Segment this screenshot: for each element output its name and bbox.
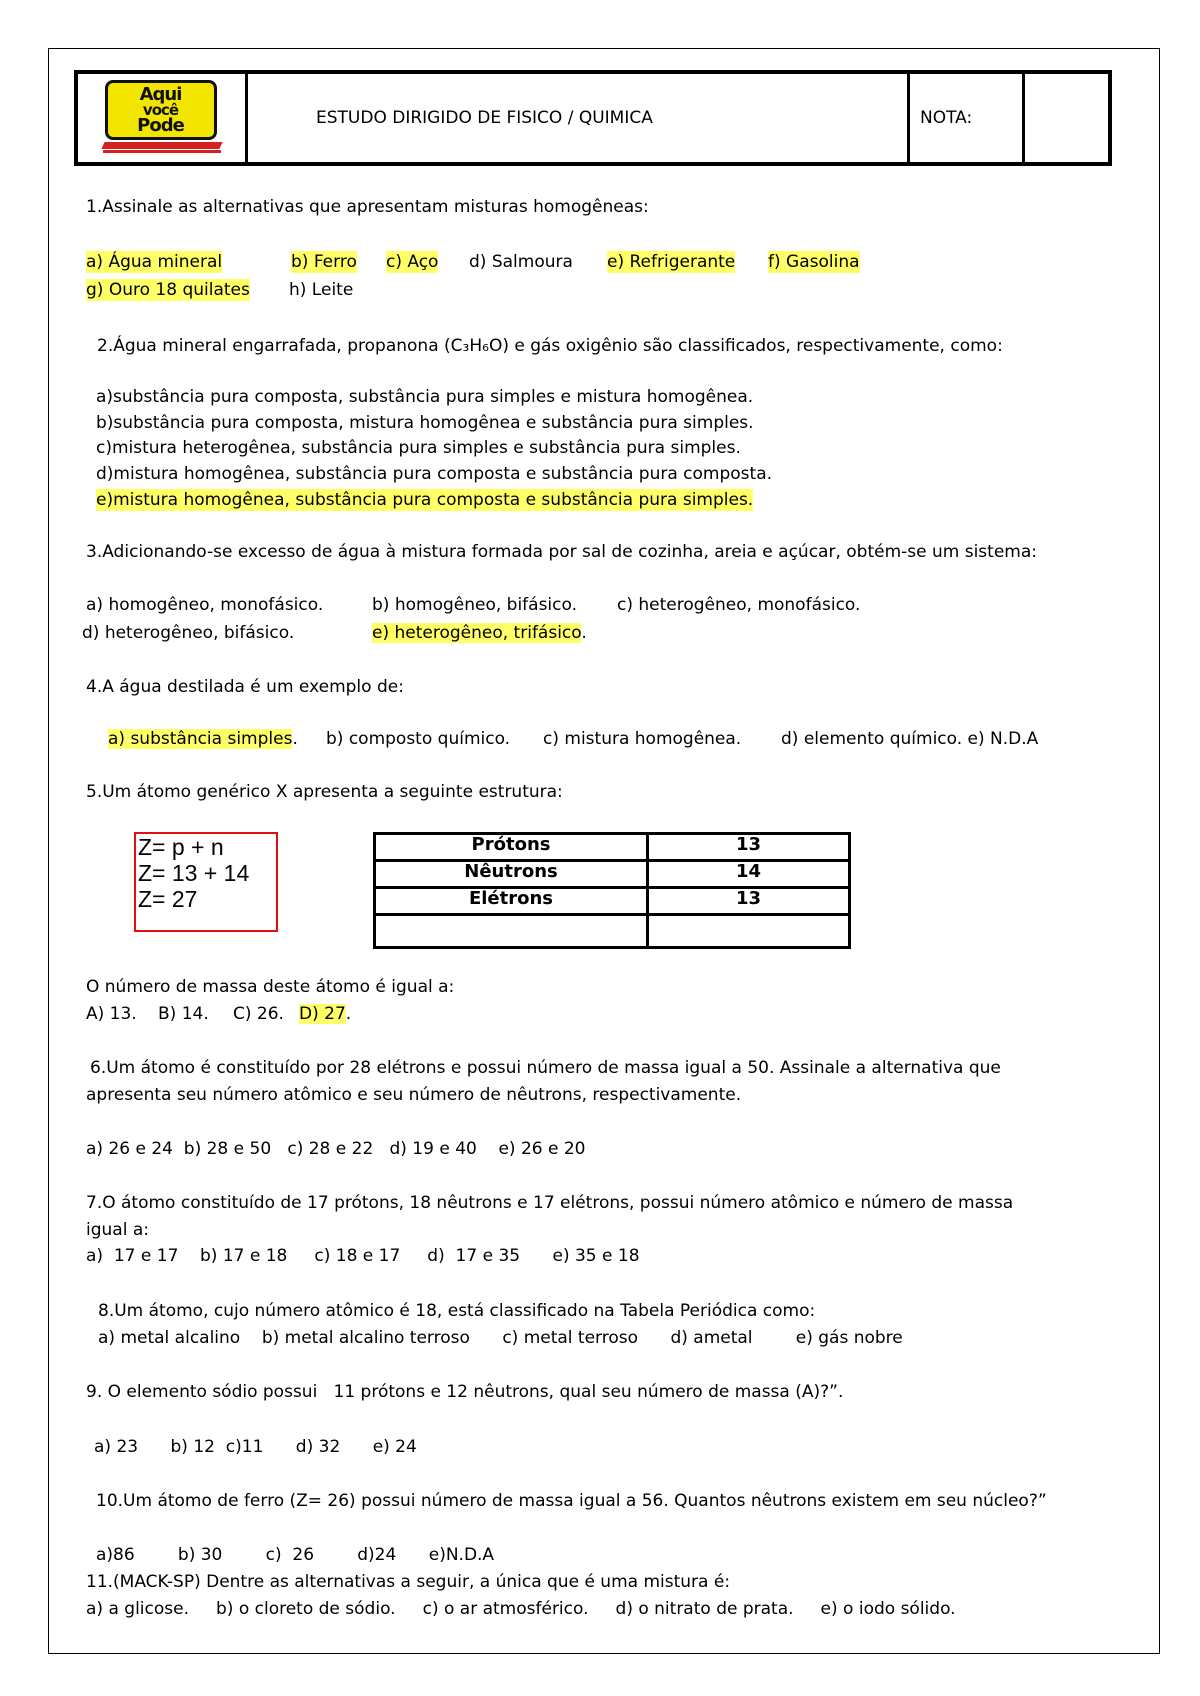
q8-question: 8.Um átomo, cujo número atômico é 18, está classificado na Tabela Periódica como: [98, 1301, 816, 1321]
q1-option-g: g) Ouro 18 quilates [86, 280, 250, 300]
grade-field[interactable] [1025, 74, 1108, 162]
q10-options: a)86 b) 30 c) 26 d)24 e)N.D.A [96, 1545, 495, 1565]
q4-option-a-text: a) substância simples [108, 729, 293, 749]
q1-question: 1.Assinale as alternativas que apresentam misturas homogêneas: [86, 197, 649, 217]
table-cell-value: 13 [648, 834, 850, 861]
q2-option-a: a)substância pura composta, substância pura simples e mistura homogênea. [96, 387, 754, 407]
q6-question-line-2: apresenta seu número atômico e seu número de nêutrons, respectivamente. [86, 1085, 742, 1105]
q5-option-d-text: D) 27 [299, 1004, 346, 1024]
q5-option-d [299, 1003, 351, 1025]
q8-options: a) metal alcalino b) metal alcalino terroso c) metal terroso d) ametal e) gás nobre [98, 1328, 903, 1348]
q3-option-c: c) heterogêneo, monofásico. [617, 595, 861, 615]
formula-line-2: Z= 13 + 14 [138, 860, 250, 886]
q11-options: a) a glicose. b) o cloreto de sódio. c) o ar atmosférico. d) o nitrato de prata. e) o iodo sólido. [86, 1599, 956, 1619]
table-cell-label: Nêutrons [375, 861, 648, 888]
q4-option-a-period: . [292, 729, 298, 749]
logo-stripe [103, 142, 221, 154]
q9-question: 9. O elemento sódio possui 11 prótons e 12 nêutrons, qual seu número de massa (A)?”. [86, 1382, 844, 1402]
q3-option-d: d) heterogêneo, bifásico. [82, 623, 295, 643]
q3-option-a: a) homogêneo, monofásico. [86, 595, 324, 615]
q6-question-line-1: 6.Um átomo é constituído por 28 elétrons e possui número de massa igual a 50. Assinale a alternativa que [90, 1058, 1001, 1078]
q2-option-b: b)substância pura composta, mistura homogênea e substância pura simples. [96, 413, 754, 433]
table-cell-label: Elétrons [375, 888, 648, 915]
q5-prompt: O número de massa deste átomo é igual a: [86, 977, 455, 997]
q7-options: a) 17 e 17 b) 17 e 18 c) 18 e 17 d) 17 e 35 e) 35 e 18 [86, 1246, 640, 1266]
q3-option-e-text: e) heterogêneo, trifásico [372, 623, 582, 643]
table-cell-value: 13 [648, 888, 850, 915]
q1-option-d: d) Salmoura [469, 252, 573, 272]
table-cell-label: Prótons [375, 834, 648, 861]
header-table [74, 70, 1112, 166]
logo-cell [78, 74, 248, 162]
q10-question: 10.Um átomo de ferro (Z= 26) possui número de massa igual a 56. Quantos nêutrons existem em seu núcleo?” [96, 1491, 1047, 1511]
q1-option-h: h) Leite [289, 280, 354, 300]
q4-question: 4.A água destilada é um exemplo de: [86, 677, 404, 697]
table-row [375, 888, 850, 915]
formula-box [134, 832, 278, 932]
q9-options: a) 23 b) 12 c)11 d) 32 e) 24 [94, 1437, 417, 1457]
nota-label: NOTA: [910, 74, 1025, 162]
formula-line-3: Z= 27 [138, 886, 198, 912]
q1-option-f: f) Gasolina [768, 252, 860, 272]
q3-option-e [372, 622, 587, 644]
logo-text-2: você [142, 100, 179, 119]
q7-question-line-1: 7.O átomo constituído de 17 prótons, 18 nêutrons e 17 elétrons, possui número atômico e número de massa [86, 1193, 1014, 1213]
q3-question: 3.Adicionando-se excesso de água à mistura formada por sal de cozinha, areia e açúcar, obtém-se um sistema: [86, 542, 1037, 562]
q1-option-a: a) Água mineral [86, 252, 223, 272]
q4-option-d: d) elemento químico. e) N.D.A [781, 729, 1039, 749]
q1-option-e: e) Refrigerante [607, 252, 736, 272]
q2-option-e: e)mistura homogênea, substância pura composta e substância pura simples. [96, 490, 754, 510]
formula-line-1: Z= p + n [138, 834, 224, 860]
q3-option-b: b) homogêneo, bifásico. [372, 595, 578, 615]
document-title: ESTUDO DIRIGIDO DE FISICO / QUIMICA [248, 74, 910, 162]
logo-text-3: Pode [137, 115, 184, 137]
table-cell-value: 14 [648, 861, 850, 888]
q6-options: a) 26 e 24 b) 28 e 50 c) 28 e 22 d) 19 e 40 e) 26 e 20 [86, 1139, 586, 1159]
logo-badge [105, 80, 217, 140]
q3-option-e-period: . [581, 623, 587, 643]
q4-option-c: c) mistura homogênea. [543, 729, 742, 749]
q5-option-c: C) 26. [233, 1004, 284, 1024]
q2-option-c: c)mistura heterogênea, substância pura simples e substância pura simples. [96, 438, 741, 458]
q2-question: 2.Água mineral engarrafada, propanona (C₃H₆O) e gás oxigênio são classificados, respectivamente, como: [97, 336, 1003, 356]
q1-option-c: c) Aço [386, 252, 439, 272]
q7-question-line-2: igual a: [86, 1220, 149, 1240]
table-row [375, 861, 850, 888]
logo [95, 78, 229, 158]
atom-table [373, 832, 851, 949]
table-row [375, 834, 850, 861]
table-row-empty [375, 915, 850, 948]
q5-question: 5.Um átomo genérico X apresenta a seguinte estrutura: [86, 782, 563, 802]
q2-option-d: d)mistura homogênea, substância pura composta e substância pura composta. [96, 464, 773, 484]
q5-option-a: A) 13. [86, 1004, 137, 1024]
q5-option-d-period: . [345, 1004, 352, 1024]
q4-option-a [108, 728, 298, 750]
logo-text-1: Aqui [139, 83, 182, 105]
q4-option-b: b) composto químico. [326, 729, 511, 749]
q1-option-b: b) Ferro [291, 252, 357, 272]
q11-question: 11.(MACK-SP) Dentre as alternativas a seguir, a única que é uma mistura é: [86, 1572, 731, 1592]
q5-option-b: B) 14. [158, 1004, 209, 1024]
